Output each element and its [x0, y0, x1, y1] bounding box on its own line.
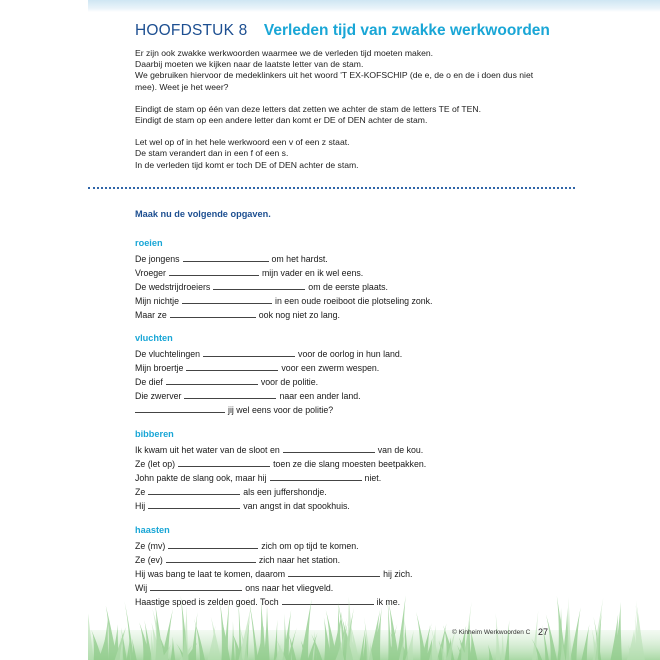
line-before: De wedstrijdroeiers: [135, 282, 211, 292]
line-after: voor de politie.: [260, 377, 319, 387]
answer-blank[interactable]: [183, 253, 269, 262]
intro-line: Let wel op of in het hele werkwoord een v of een z staat.: [135, 137, 350, 148]
line-before: Wij: [135, 583, 148, 593]
line-after: van angst in dat spookhuis.: [243, 501, 350, 511]
dotted-divider: [88, 187, 575, 191]
intro-text: [135, 48, 565, 171]
line-after: in een oude roeiboot die plotseling zonk.: [275, 296, 433, 306]
intro-line: Eindigt de stam op een andere letter dan komt er DE of DEN achter de stam.: [135, 115, 428, 126]
answer-blank[interactable]: [166, 376, 258, 385]
line-after: ik me.: [376, 597, 401, 607]
task-title: Maak nu de volgende opgaven.: [135, 209, 271, 219]
line-after: mijn vader en ik wel eens.: [261, 268, 364, 278]
line-before: Maar ze: [135, 310, 167, 320]
line-before: Ik kwam uit het water van de sloot en: [135, 445, 280, 455]
exercise-line: [135, 266, 575, 280]
intro-line: Daarbij moeten we kijken naar de laatste letter van de stam.: [135, 59, 364, 70]
answer-blank[interactable]: [270, 472, 362, 481]
page-title: [135, 22, 595, 40]
grass-illustration: [88, 590, 660, 660]
exercise-section-vluchten: [135, 333, 575, 417]
line-after: om het hardst.: [271, 254, 328, 264]
answer-blank[interactable]: [182, 295, 272, 304]
line-after: niet.: [364, 473, 382, 483]
line-before: Ze: [135, 487, 146, 497]
exercise-line: [135, 308, 575, 322]
footer-copyright: © Kinheim Werkwoorden C: [452, 629, 531, 636]
line-before: Mijn broertje: [135, 363, 184, 373]
answer-blank[interactable]: [168, 540, 258, 549]
line-after: als een juffershondje.: [243, 487, 327, 497]
answer-blank[interactable]: [288, 568, 380, 577]
answer-blank[interactable]: [170, 309, 256, 318]
line-before: Ze (let op): [135, 459, 176, 469]
sky-band: [88, 0, 660, 12]
line-after: zich om op tijd te komen.: [261, 541, 359, 551]
intro-paragraph: [135, 104, 565, 126]
section-verb: roeien: [135, 238, 163, 248]
line-after: naar een ander land.: [279, 391, 361, 401]
chapter-topic: Verleden tijd van zwakke werkwoorden: [263, 22, 550, 39]
exercise-line: [135, 375, 575, 389]
line-before: De vluchtelingen: [135, 349, 201, 359]
exercise-line: [135, 567, 575, 581]
exercise-line: [135, 471, 575, 485]
line-after: toen ze die slang moesten beetpakken.: [273, 459, 427, 469]
answer-blank[interactable]: [186, 362, 278, 371]
line-before: John pakte de slang ook, maar hij: [135, 473, 267, 483]
line-after: om de eerste plaats.: [308, 282, 389, 292]
line-before: Ze (mv): [135, 541, 166, 551]
answer-blank[interactable]: [184, 390, 276, 399]
section-verb: haasten: [135, 525, 170, 535]
exercise-line: [135, 389, 575, 403]
exercise-line: [135, 553, 575, 567]
exercise-line: [135, 499, 575, 513]
exercise-section-roeien: [135, 238, 575, 322]
exercise-line: [135, 485, 575, 499]
page-number: 27: [538, 627, 549, 637]
chapter-heading: HOOFDSTUK 8: [135, 22, 248, 39]
line-after: ons naar het vliegveld.: [245, 583, 334, 593]
line-after: hij zich.: [383, 569, 413, 579]
intro-line: Eindigt de stam op één van deze letters dat zetten we achter de stam de letters TE of TEN.: [135, 103, 482, 114]
answer-blank[interactable]: [148, 500, 240, 509]
exercise-section-bibberen: [135, 429, 575, 513]
line-before: De jongens: [135, 254, 180, 264]
answer-blank[interactable]: [166, 554, 256, 563]
line-before: Haastige spoed is zelden goed. Toch: [135, 597, 279, 607]
section-verb: bibberen: [135, 429, 174, 439]
exercise-line: [135, 280, 575, 294]
line-before: Die zwerver: [135, 391, 182, 401]
section-verb: vluchten: [135, 333, 173, 343]
intro-line: Er zijn ook zwakke werkwoorden waarmee we de verleden tijd moeten maken.: [135, 48, 434, 58]
exercise-line: [135, 443, 575, 457]
answer-blank[interactable]: [148, 486, 240, 495]
answer-blank[interactable]: [135, 404, 225, 413]
line-before: Hij: [135, 501, 146, 511]
line-before: Mijn nichtje: [135, 296, 180, 306]
exercise-line: [135, 539, 575, 553]
intro-paragraph: [135, 137, 565, 171]
line-before: Hij was bang te laat te komen, daarom: [135, 569, 286, 579]
line-after: van de kou.: [377, 445, 424, 455]
intro-line: In de verleden tijd komt er toch DE of DEN achter de stam.: [135, 159, 359, 170]
answer-blank[interactable]: [169, 267, 259, 276]
intro-line: De stam verandert dan in een f of een s.: [135, 148, 289, 159]
line-before: De dief: [135, 377, 163, 387]
intro-paragraph: [135, 48, 565, 93]
line-before: Vroeger: [135, 268, 166, 278]
line-after: jij wel eens voor de politie?: [228, 405, 334, 415]
exercise-line: [135, 294, 575, 308]
line-after: ook nog niet zo lang.: [258, 310, 340, 320]
exercise-line: [135, 361, 575, 375]
intro-line: mee). Weet je het weer?: [135, 81, 229, 92]
answer-blank[interactable]: [213, 281, 305, 290]
exercise-line: [135, 347, 575, 361]
exercise-line: [135, 252, 575, 266]
line-before: Ze (ev): [135, 555, 163, 565]
answer-blank[interactable]: [178, 458, 270, 467]
intro-line: We gebruiken hiervoor de medeklinkers uit het woord 'T EX-KOFSCHIP (de e, de o en de i doen dus niet: [135, 70, 534, 81]
line-after: zich naar het station.: [258, 555, 341, 565]
line-after: voor de oorlog in hun land.: [298, 349, 403, 359]
exercise-line: [135, 457, 575, 471]
answer-blank[interactable]: [283, 444, 375, 453]
line-after: voor een zwerm wespen.: [281, 363, 380, 373]
answer-blank[interactable]: [203, 348, 295, 357]
exercise-line: [135, 403, 575, 417]
